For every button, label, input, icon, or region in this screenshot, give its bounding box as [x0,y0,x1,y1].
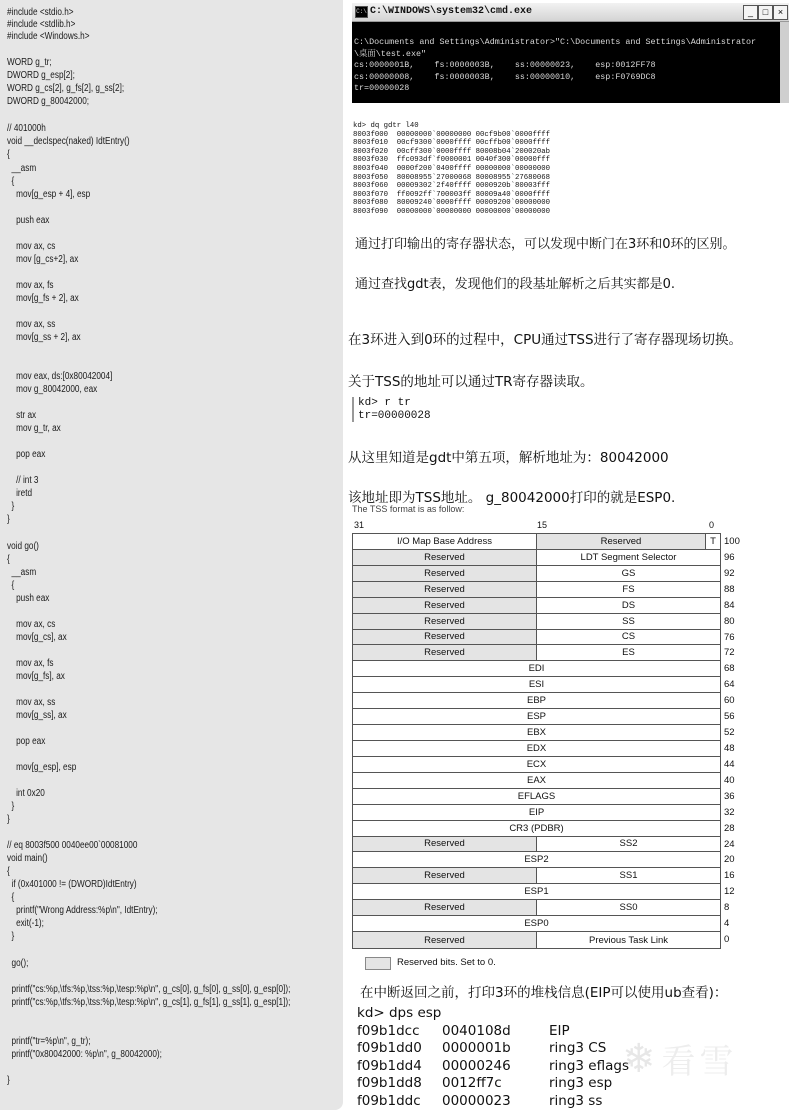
dps-value: 0040108d [442,1022,511,1039]
tss-row [353,837,720,853]
tss-caption: The TSS format is as follow: [352,504,465,514]
tss-field-high: Reserved [353,566,537,581]
code-line: WORD g_cs[2], g_fs[2], g_ss[2]; [7,83,125,94]
watermark-text: 看雪 [661,1043,738,1081]
cmd-window-icon: C:\ [355,6,368,18]
tss-row [353,821,720,837]
tss-offset: 16 [724,870,735,882]
code-line: printf("cs:%p,\tfs:%p,\tss:%p,\tesp:%p\n", g_cs[0], g_fs[0], g_ss[0], g_esp[0]); [7,984,291,995]
tss-field-low: LDT Segment Selector [580,551,677,563]
dps-description: ring3 esp [549,1075,613,1091]
tss-field-high: Reserved [353,598,537,613]
code-line: mov ax, cs [7,241,56,252]
code-line: mov ax, ss [7,319,56,330]
tss-row [353,582,720,598]
tss-field-high: Reserved [353,900,537,915]
tss-row [353,741,720,757]
dps-address: kd> dps esp [357,1005,442,1021]
code-line: { [7,176,15,187]
tss-offset: 68 [724,663,735,675]
code-line: pop eax [7,736,46,747]
tss-field: EFLAGS [517,790,556,802]
tss-field-high: Reserved [353,645,537,660]
tss-offset: 28 [724,822,735,834]
code-line: printf("cs:%p,\tfs:%p,\tss:%p,\tesp:%p\n", g_cs[1], g_fs[1], g_ss[1], g_esp[1]); [7,997,291,1008]
bit-label-31: 31 [354,520,365,530]
tss-row [353,789,720,805]
tss-field: EAX [526,774,546,786]
tss-field-low: GS [621,567,636,579]
tss-field: ESI [528,679,545,691]
code-line: { [7,892,15,903]
code-line: mov[g_esp + 4], esp [7,189,91,200]
code-line: mov[g_ss + 2], ax [7,332,81,343]
gdt-line: 8003f070 ff0092ff`700003ff 80009a40`0000ffff [353,190,551,199]
cmd-title-bar[interactable] [352,3,789,22]
code-line: mov[g_fs], ax [7,671,65,682]
tss-field-low: SS0 [619,902,638,914]
tss-row [353,630,720,646]
tss-field: EDX [526,742,547,754]
cmd-scrollbar[interactable] [780,22,789,103]
paragraph-tss-address: 该地址即为TSS地址。 g_80042000打印的就是ESP0. [348,490,676,506]
code-line: mov[g_esp], esp [7,762,77,773]
gdt-line: 8003f090 00000000`00000000 00000000`00000000 [353,207,551,216]
tss-field-low: FS [622,583,635,595]
code-line: iretd [7,488,33,499]
tss-row [353,773,720,789]
code-line: // int 3 [7,475,39,486]
snowflake-icon: ❄ [622,1036,656,1081]
code-line: push eax [7,215,50,226]
dps-description: ring3 ss [549,1092,603,1109]
tss-row [353,725,720,741]
code-panel [0,0,343,1110]
tss-row [353,852,720,868]
tss-trap-flag: T [710,535,716,547]
code-line: { [7,554,10,565]
code-line: void go() [7,541,39,552]
tss-offset: 72 [724,647,735,659]
tss-offset: 80 [724,615,735,627]
kd-command: kd> r tr [358,397,411,409]
cmd-title: C:\WINDOWS\system32\cmd.exe [370,6,533,17]
dps-value: 0000001b [442,1040,511,1056]
tss-offset: 48 [724,743,735,754]
tss-format-diagram [352,533,721,949]
paragraph-register-diff: 通过打印输出的寄存器状态，可以发现中断门在3环和0环的区别。 [355,237,736,252]
dps-address: f09b1dd8 [357,1075,422,1091]
code-line: mov ax, cs [7,619,56,630]
paragraph-stack-info: 在中断返回之前，打印3环的堆栈信息(EIP可以使用ub查看)： [360,985,728,1001]
tss-field-high: Reserved [353,837,537,852]
code-line: } [7,801,15,812]
cmd-line: cs:00000008, fs:0000003B, ss:00000010, esp:F0769DC8 [354,71,656,82]
code-line: pop eax [7,449,46,460]
kd-result: tr=00000028 [358,409,431,422]
tss-field: EBP [526,695,546,707]
tss-row [353,805,720,821]
dps-description: EIP [549,1022,570,1039]
tss-row [353,693,720,709]
tss-offset: 92 [724,567,735,579]
code-line: } [7,501,15,512]
gdt-line: 8003f010 00cf9300`0000ffff 00cffb00`0000ffff [353,139,551,148]
code-line: } [7,814,10,825]
tss-offset: 56 [724,711,735,723]
code-line: push eax [7,593,50,604]
gdt-line: kd> dq gdtr l40 [353,122,419,130]
close-button[interactable]: × [773,5,788,20]
code-line: printf("Wrong Address:%p\n", IdtEntry); [7,905,158,916]
tss-field-low: Previous Task Link [588,934,669,946]
tss-offset: 32 [724,806,735,818]
cmd-output [354,37,756,95]
code-line: mov ax, fs [7,280,54,291]
code-line: mov eax, ds:[0x80042004] [7,371,113,382]
dps-description: ring3 CS [549,1040,607,1056]
tss-row [353,709,720,725]
paragraph-tss-switch: 在3环进入到0环的过程中，CPU通过TSS进行了寄存器现场切换。 [348,332,743,348]
code-line: #include <Windows.h> [7,31,90,42]
dps-value: 0012ff7c [442,1075,502,1091]
code-line: mov g_tr, ax [7,423,61,434]
tss-field-high: Reserved [353,630,537,645]
tss-field-low: SS [622,615,635,627]
gdt-dump [353,122,550,217]
tss-row [353,645,720,661]
code-line: // 401000h [7,123,46,134]
code-line: { [7,149,10,160]
tss-offset: 12 [724,886,735,898]
tss-offset: 40 [724,774,735,786]
tss-offset: 36 [724,790,735,802]
dps-address: f09b1dd0 [357,1040,422,1056]
tss-field-low: DS [621,599,636,611]
tss-offset: 20 [724,854,735,866]
tss-row [353,884,720,900]
code-line: printf("0x80042000: %p\n", g_80042000); [7,1049,162,1060]
paragraph-gdt-fifth: 从这里知道是gdt中第五项，解析地址为：80042000 [348,450,669,466]
tss-offset: 52 [724,727,735,739]
tss-field-high: Reserved [353,614,537,629]
tss-field-high: Reserved [353,932,537,948]
code-line: __asm [7,163,37,174]
minimize-button[interactable]: _ [743,5,758,20]
code-line: WORD g_tr; [7,57,52,68]
dps-address: f09b1dd4 [357,1057,422,1074]
gdt-line: 8003f000 00000000`00000000 00cf9b00`0000ffff [353,130,551,139]
tss-row [353,598,720,614]
paragraph-tr-register: 关于TSS的地址可以通过TR寄存器读取。 [348,374,594,390]
tss-offset: 0 [724,934,730,946]
cmd-window [352,3,789,103]
dps-value: 00000023 [442,1092,511,1109]
kd-tr-output [352,397,431,422]
code-line: { [7,580,15,591]
cmd-line: \桌面\test.exe" [354,48,427,59]
tss-row [353,566,720,582]
code-line: printf("tr=%p\n", g_tr); [7,1036,91,1047]
tss-row [353,757,720,773]
tss-row [353,916,720,932]
dps-value: 00000246 [442,1057,511,1074]
tss-field: ESP0 [524,918,549,930]
tss-row [353,868,720,884]
tss-field-low: SS1 [619,870,638,882]
tss-row [353,550,720,566]
tss-row [353,900,720,916]
tss-offset: 64 [724,679,735,691]
code-line: } [7,931,15,942]
tss-field-high: I/O Map Base Address [353,534,537,549]
tss-field: ECX [526,758,547,770]
code-line: str ax [7,410,37,421]
tss-row [353,534,720,550]
code-line: } [7,1075,10,1086]
code-line: mov[g_fs + 2], ax [7,293,79,304]
gdt-line: 8003f040 0000f200`0400ffff 00000000`00000000 [353,164,551,173]
tss-field: CR3 (PDBR) [509,822,564,834]
tss-field: EDI [528,663,545,675]
dps-description: ring3 eflags [549,1057,629,1074]
code-line: go(); [7,958,29,969]
tss-field: ESP2 [524,854,549,866]
tss-field-low: CS [621,631,636,643]
tss-row [353,677,720,693]
gdt-line: 8003f060 00009302`2f40ffff 0000920b`80003fff [353,182,551,191]
cmd-line: cs:0000001B, fs:0000003B, ss:00000023, esp:0012FF78 [354,60,656,70]
code-line: if (0x401000 != (DWORD)IdtEntry) [7,879,137,890]
code-line: mov ax, fs [7,658,54,669]
tss-offset: 76 [724,631,735,643]
tss-row [353,614,720,630]
dps-address: f09b1ddc [357,1092,421,1109]
code-line: mov[g_ss], ax [7,710,67,721]
gdt-line: 8003f020 00cff300`0000ffff 80008b04`200020ab [353,147,551,156]
code-line: { [7,866,10,877]
code-line: mov [g_cs+2], ax [7,254,79,265]
tss-offset: 60 [724,695,735,707]
tss-offset: 88 [724,583,735,595]
tss-row [353,661,720,677]
tss-offset: 84 [724,599,735,611]
reserved-legend-swatch [365,957,391,970]
bit-label-0: 0 [709,520,715,530]
gdt-line: 8003f080 80009240`0000ffff 00009200`00000000 [353,199,551,208]
code-line: int 0x20 [7,788,45,799]
tss-field-high: Reserved [353,868,537,883]
tss-offset: 8 [724,902,730,914]
paragraph-gdt-base: 通过查找gdt表，发现他们的段基址解析之后其实都是0. [355,277,676,292]
code-line: exit(-1); [7,918,44,929]
dps-address: f09b1dcc [357,1022,420,1039]
code-line: } [7,514,10,525]
gdt-line: 8003f050 80008955`27000068 80008955`27680068 [353,173,551,182]
tss-offset: 100 [724,536,740,547]
kanxue-watermark [622,1034,738,1083]
tss-field-low: ES [622,647,635,659]
tss-field: EBX [526,727,546,739]
tss-offset: 44 [724,758,735,770]
tss-offset: 24 [724,838,735,850]
tss-offset: 4 [724,918,730,930]
tss-offset: 96 [724,551,735,563]
cmd-line: C:\Documents and Settings\Administrator>"C:\Documents and Settings\Administrator [354,37,757,47]
code-line: #include <stdlib.h> [7,19,76,30]
code-line: void __declspec(naked) IdtEntry() [7,136,130,147]
code-line: mov g_80042000, eax [7,384,98,395]
code-line: DWORD g_80042000; [7,96,90,107]
maximize-button[interactable]: □ [758,5,773,20]
code-line: #include <stdio.h> [7,7,74,18]
bit-label-15: 15 [537,520,548,530]
code-line: __asm [7,567,37,578]
tss-field-high: Reserved [353,582,537,597]
tss-field: EIP [528,806,545,818]
tss-field-low: SS2 [619,838,638,850]
tss-field-high: Reserved [353,550,537,565]
code-line: mov[g_cs], ax [7,632,67,643]
tss-field: ESP1 [524,886,549,898]
code-line: DWORD g_esp[2]; [7,70,75,81]
gdt-line: 8003f030 ffc093df`f0000001 0040f300`00000fff [353,156,551,165]
tss-row [353,932,720,948]
code-line: mov ax, ss [7,697,56,708]
reserved-legend-text: Reserved bits. Set to 0. [397,957,496,968]
cmd-line: tr=00000028 [354,83,410,93]
tss-field: ESP [526,711,546,723]
tss-field-low: Reserved [537,534,706,549]
code-line: // eq 8003f500 0040ee00`00081000 [7,840,138,851]
code-line: void main() [7,853,48,864]
